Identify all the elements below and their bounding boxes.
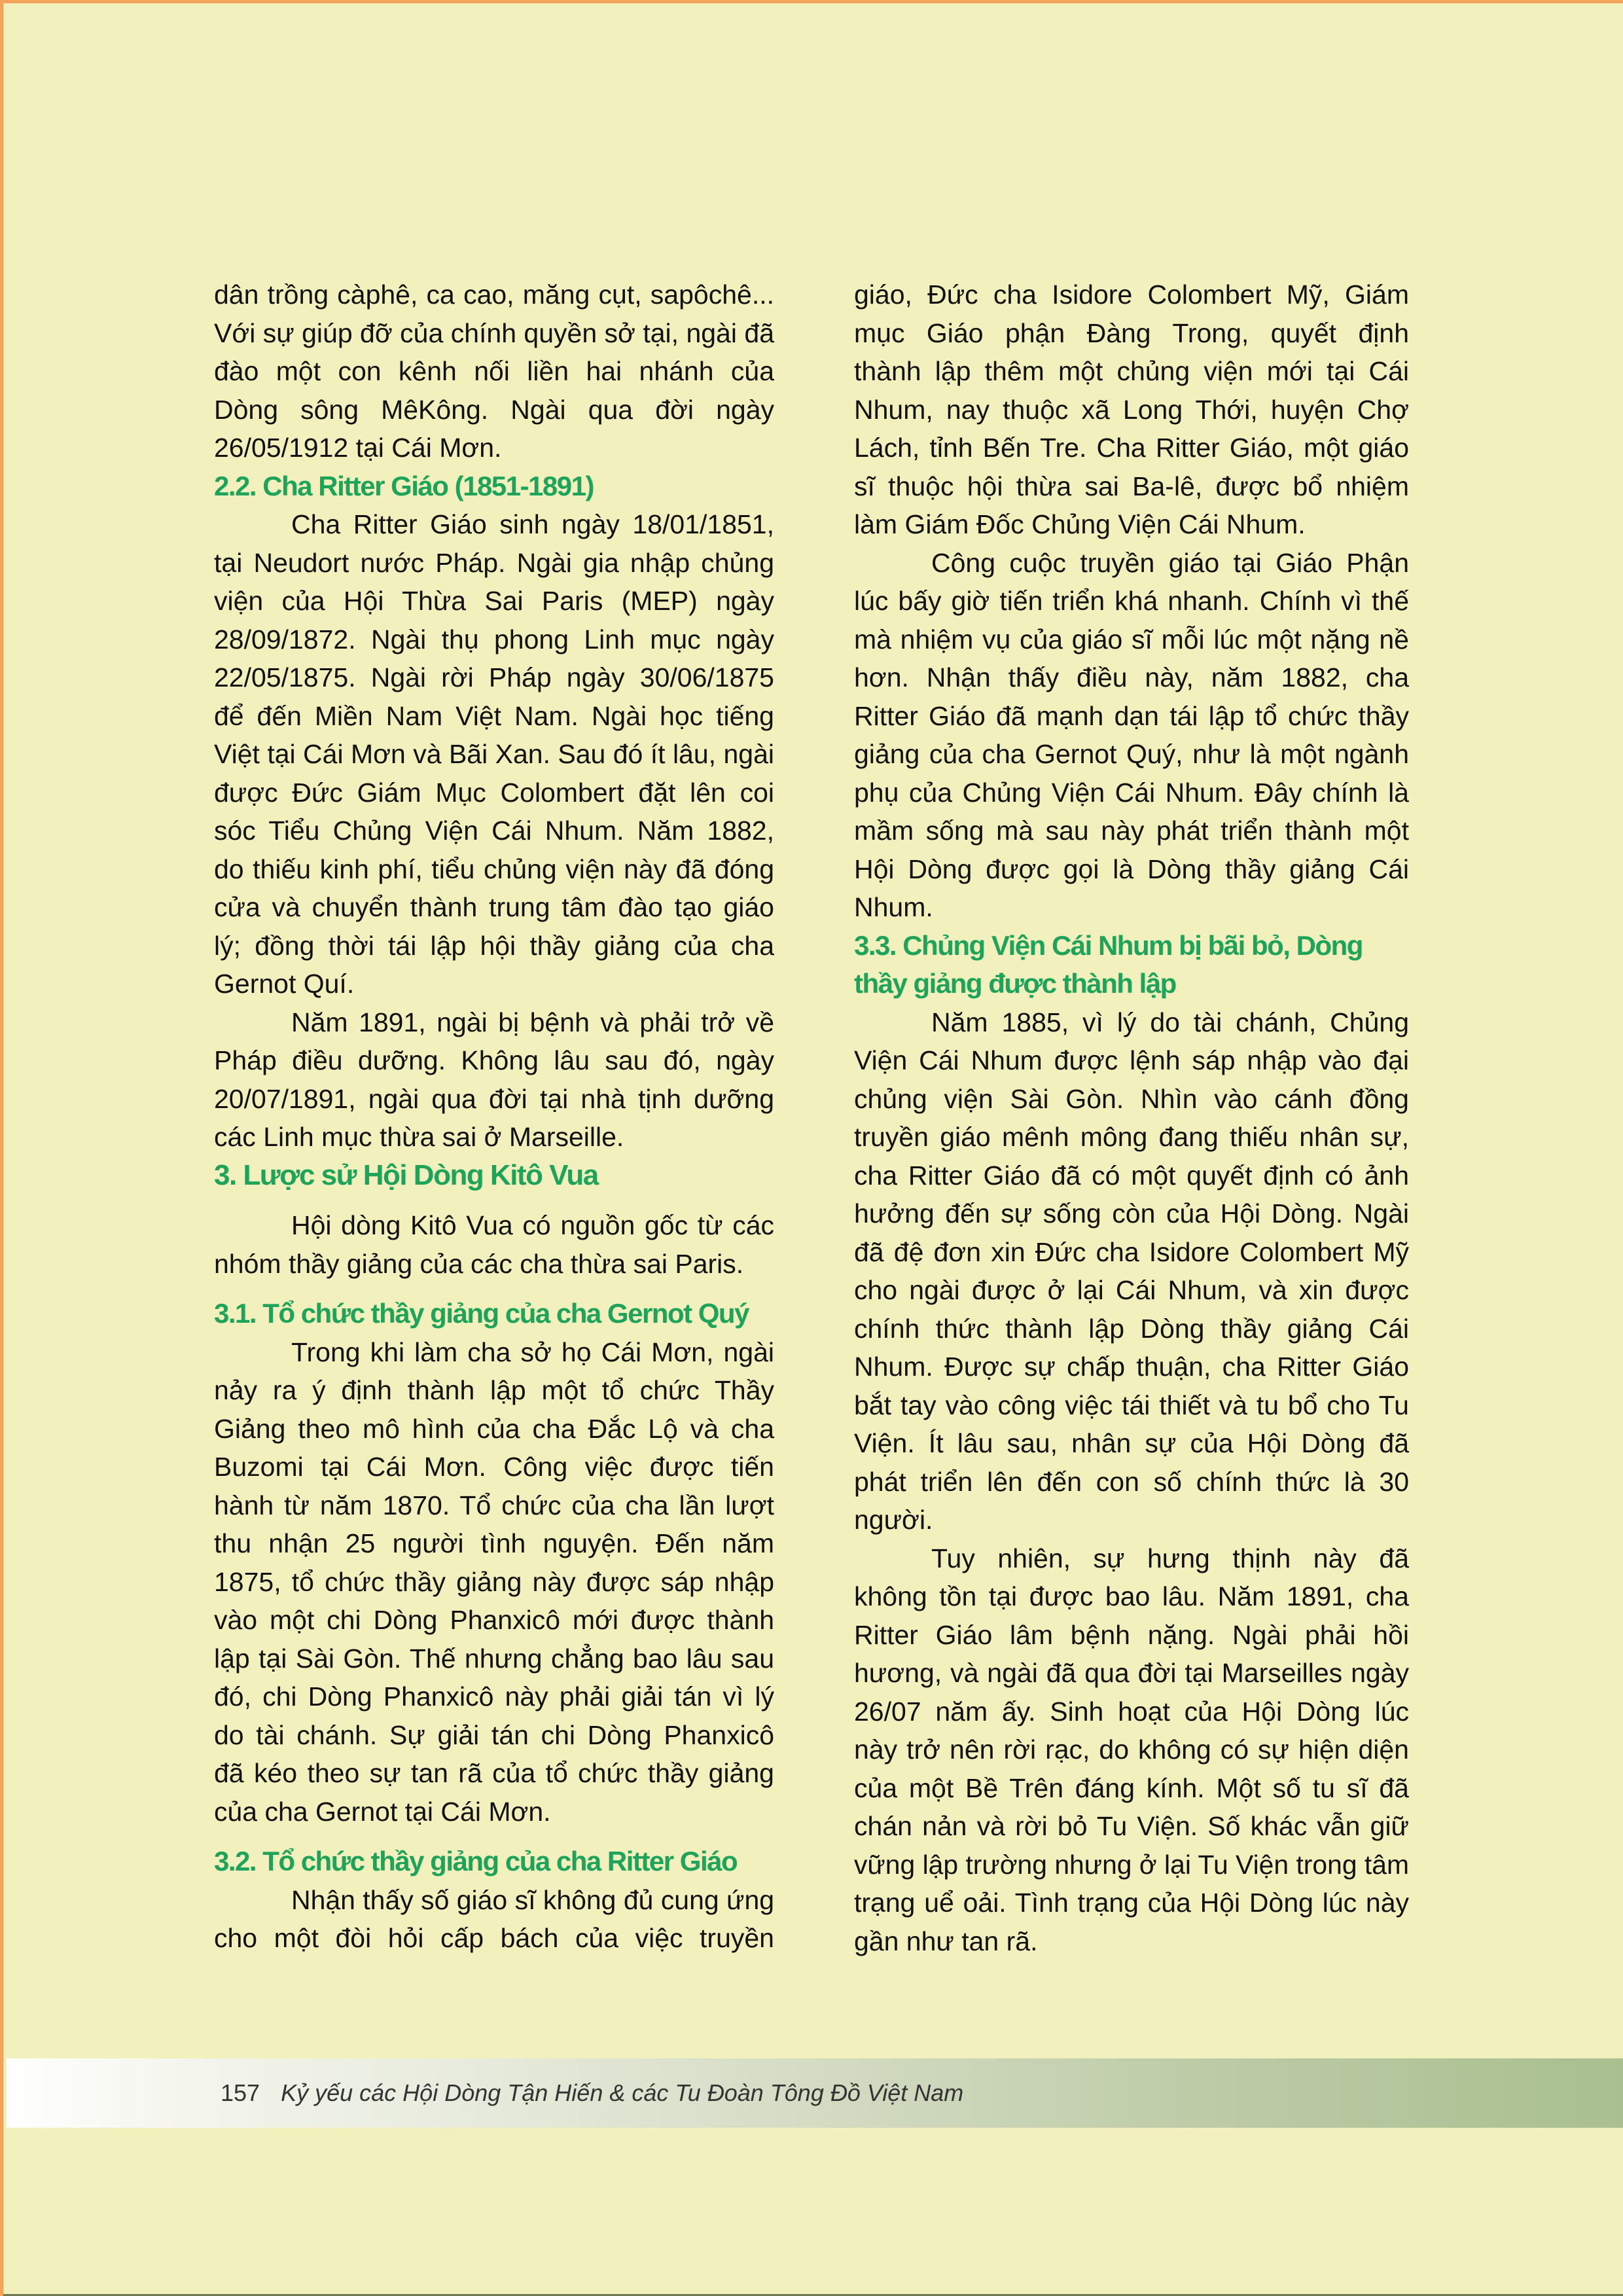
text-line: 22/05/1875. Ngài rời Pháp ngày 30/06/1875 — [214, 662, 774, 692]
text-line: nảy ra ý định thành lập một tổ chức Thầy — [214, 1375, 774, 1405]
text-line: của cha Gernot tại Cái Mơn. — [214, 1796, 551, 1827]
text-line: chán nản và rời bỏ Tu Viện. Số khác vẫn giữ — [854, 1811, 1409, 1841]
text-line: Viện Cái Nhum được lệnh sáp nhập vào đại — [854, 1045, 1409, 1075]
text-line: cửa và chuyển thành trung tâm đào tạo giáo — [214, 892, 774, 922]
section-heading: 3.2. Tổ chức thầy giảng của cha Ritter Giáo — [214, 1846, 738, 1876]
section-heading: thầy giảng được thành lập — [854, 968, 1176, 999]
text-line: hơn. Nhận thấy điều này, năm 1882, cha — [854, 662, 1409, 692]
text-line: cho ngài được ở lại Cái Nhum, và xin được — [854, 1275, 1409, 1305]
text-line: Cha Ritter Giáo sinh ngày 18/01/1851, — [291, 509, 774, 539]
text-line: Buzomi tại Cái Mơn. Công việc được tiến — [214, 1452, 774, 1482]
text-line: thành lập thêm một chủng viện mới tại Cái — [854, 356, 1409, 386]
text-line: cha Ritter Giáo đã có một quyết định có ảnh — [854, 1160, 1409, 1191]
text-line: này trở nên rời rạc, do không có sự hiện diện — [854, 1734, 1409, 1765]
text-line: mà nhiệm vụ của giáo sĩ mỗi lúc một nặng nề — [854, 624, 1409, 655]
text-line: Nhum, nay thuộc xã Long Thới, huyện Chợ — [854, 394, 1409, 425]
text-line: Pháp điều dưỡng. Không lâu sau đó, ngày — [214, 1045, 774, 1075]
text-line: Dòng sông MêKông. Ngài qua đời ngày — [214, 394, 774, 425]
text-line: đào một con kênh nối liền hai nhánh của — [214, 356, 774, 386]
text-line: của một Bề Trên đáng kính. Một số tu sĩ đã — [854, 1772, 1409, 1803]
footer-text — [221, 2058, 963, 2128]
text-line: sóc Tiểu Chủng Viện Cái Nhum. Năm 1882, — [214, 816, 774, 846]
text-line: chủng viện Sài Gòn. Nhìn vào cánh đồng — [854, 1083, 1409, 1114]
text-line: 26/07 năm ấy. Sinh hoạt của Hội Dòng lúc — [854, 1696, 1409, 1727]
text-line: giáo, Đức cha Isidore Colombert Mỹ, Giám — [854, 279, 1409, 310]
text-line: các Linh mục thừa sai ở Marseille. — [214, 1122, 624, 1152]
text-line: lúc bấy giờ tiến triển khá nhanh. Chính vì thế — [854, 586, 1409, 616]
text-line: Năm 1885, vì lý do tài chánh, Chủng — [931, 1007, 1409, 1037]
paragraph-gap — [214, 1283, 774, 1295]
text-line: Với sự giúp đỡ của chính quyền sở tại, ngài đã — [214, 317, 774, 348]
section-heading: 3.1. Tổ chức thầy giảng của cha Gernot Quý — [214, 1298, 749, 1329]
text-line: Nhum. Được sự chấp thuận, cha Ritter Giáo — [854, 1352, 1409, 1382]
paragraph-gap — [214, 1194, 774, 1206]
text-line: phụ của Chủng Viện Cái Nhum. Đây chính là — [854, 777, 1409, 808]
text-line: Ritter Giáo đã mạnh dạn tái lập tổ chức thầy — [854, 700, 1409, 731]
text-line: viện của Hội Thừa Sai Paris (MEP) ngày — [214, 586, 774, 616]
text-line: lý; đồng thời tái lập hội thầy giảng của cha — [214, 930, 774, 961]
text-line: truyền giáo mênh mông đang thiếu nhân sự, — [854, 1122, 1409, 1152]
text-line: cho một đòi hỏi cấp bách của việc truyền — [214, 1923, 774, 1953]
text-line: dân trồng càphê, ca cao, măng cụt, sapôchê... — [214, 279, 774, 310]
page-footer-band — [7, 2058, 1623, 2128]
text-line: nhóm thầy giảng của các cha thừa sai Paris. — [214, 1248, 744, 1279]
text-line: trạng uể oải. Tình trạng của Hội Dòng lúc này — [854, 1888, 1409, 1918]
text-line: Hội Dòng được gọi là Dòng thầy giảng Cái — [854, 853, 1409, 884]
text-line: Nhận thấy số giáo sĩ không đủ cung ứng — [291, 1884, 774, 1915]
text-line: 28/09/1872. Ngài thụ phong Linh mục ngày — [214, 624, 774, 655]
text-line: đã kéo theo sự tan rã của tổ chức thầy giảng — [214, 1758, 774, 1788]
text-line: Hội dòng Kitô Vua có nguồn gốc từ các — [291, 1210, 774, 1240]
text-line: 26/05/1912 tại Cái Mơn. — [214, 433, 502, 463]
text-line: 1875, tổ chức thầy giảng này được sáp nhập — [214, 1566, 774, 1597]
section-heading: 2.2. Cha Ritter Giáo (1851-1891) — [214, 470, 594, 501]
section-heading: 3.3. Chủng Viện Cái Nhum bị bãi bỏ, Dòng — [854, 929, 1363, 961]
text-line: Viện. Ít lâu sau, nhân sự của Hội Dòng đã — [854, 1428, 1409, 1458]
text-line: Tuy nhiên, sự hưng thịnh này đã — [931, 1543, 1409, 1573]
text-line: người. — [854, 1505, 933, 1535]
text-line: do tài chánh. Sự giải tán chi Dòng Phanxicô — [214, 1719, 774, 1750]
text-line: Công cuộc truyền giáo tại Giáo Phận — [931, 547, 1409, 578]
text-line: Giảng theo mô hình của cha Đắc Lộ và cha — [214, 1413, 774, 1444]
text-line: không tồn tại được bao lâu. Năm 1891, cha — [854, 1581, 1409, 1611]
text-line: Trong khi làm cha sở họ Cái Mơn, ngài — [291, 1336, 774, 1367]
text-line: được Đức Giám Mục Colombert đặt lên coi — [214, 777, 774, 808]
text-line: chính thức thành lập Dòng thầy giảng Cái — [854, 1313, 1409, 1344]
text-line: Nhum. — [854, 892, 933, 922]
text-line: để đến Miền Nam Việt Nam. Ngài học tiếng — [214, 700, 774, 731]
left-column — [214, 276, 774, 1958]
text-line: vào một chi Dòng Phanxicô mới được thành — [214, 1605, 774, 1635]
text-line: hương, và ngài đã qua đời tại Marseilles ngày — [854, 1658, 1409, 1688]
page-number: 157 — [221, 2079, 260, 2106]
text-line: hành từ năm 1870. Tổ chức của cha lần lượt — [214, 1490, 774, 1520]
text-line: do thiếu kinh phí, tiểu chủng viện này đã đóng — [214, 853, 774, 884]
paragraph-gap — [214, 1831, 774, 1842]
text-line: phát triển lên đến con số chính thức là 30 — [854, 1466, 1409, 1497]
text-line: 20/07/1891, ngài qua đời tại nhà tịnh dưỡng — [214, 1083, 774, 1114]
text-line: đã đệ đơn xin Đức cha Isidore Colombert Mỹ — [854, 1236, 1409, 1267]
text-line: vững lập trường nhưng ở lại Tu Viện trong tâm — [854, 1849, 1409, 1880]
text-line: Việt tại Cái Mơn và Bãi Xan. Sau đó ít lâu, ngài — [214, 739, 774, 769]
text-line: bắt tay vào công việc tái thiết và tu bổ cho Tu — [854, 1390, 1409, 1420]
text-line: thu nhận 25 người tình nguyện. Đến năm — [214, 1528, 774, 1558]
text-line: hưởng đến sự sống còn của Hội Dòng. Ngài — [854, 1198, 1409, 1229]
text-line: Lách, tỉnh Bến Tre. Cha Ritter Giáo, một giáo — [854, 433, 1409, 463]
text-line: lập tại Sài Gòn. Thế nhưng chẳng bao lâu sau — [214, 1643, 774, 1674]
text-line: tại Neudort nước Pháp. Ngài gia nhập chủng — [214, 547, 774, 578]
text-line: Gernot Quí. — [214, 969, 355, 999]
text-line: giảng của cha Gernot Quý, như là một ngành — [854, 739, 1409, 769]
publication-title: Kỷ yếu các Hội Dòng Tận Hiến & các Tu Đoàn Tông Đồ Việt Nam — [281, 2079, 964, 2106]
text-line: sĩ thuộc hội thừa sai Ba-lê, được bổ nhiệm — [854, 471, 1409, 501]
text-line: mầm sống mà sau này phát triển thành một — [854, 816, 1409, 846]
text-line: gần như tan rã. — [854, 1926, 1038, 1956]
text-line: Năm 1891, ngài bị bệnh và phải trở về — [291, 1007, 774, 1037]
right-column — [854, 276, 1409, 1960]
text-line: đó, chi Dòng Phanxicô này phải giải tán vì lý — [214, 1681, 774, 1712]
text-line: làm Giám Đốc Chủng Viện Cái Nhum. — [854, 509, 1306, 539]
text-line: mục Giáo phận Đàng Trong, quyết định — [854, 317, 1409, 348]
text-line: Ritter Giáo lâm bệnh nặng. Ngài phải hồi — [854, 1619, 1409, 1650]
section-heading: 3. Lược sử Hội Dòng Kitô Vua — [214, 1158, 598, 1191]
